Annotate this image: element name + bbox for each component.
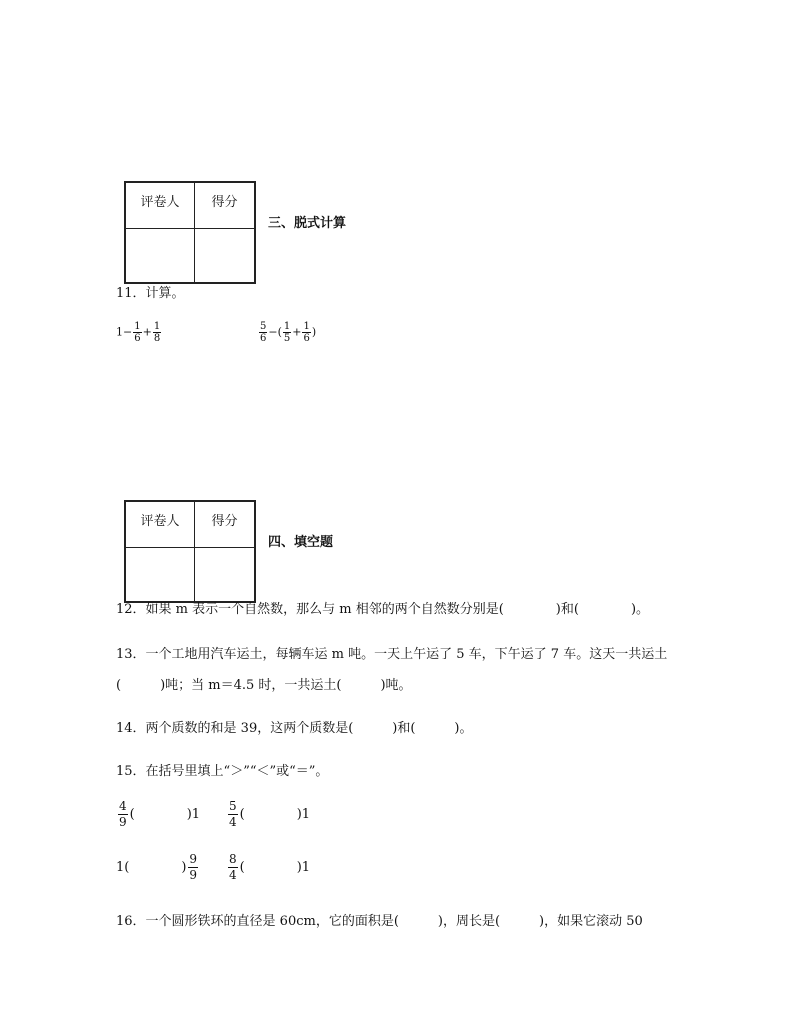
score-header: 得分 [195, 182, 256, 229]
q15-label: 15．在括号里填上“＞”“＜”或“＝”。 [116, 764, 329, 779]
blank-compare[interactable]: 1( ) [116, 860, 187, 875]
fraction: $\frac{1}{8}$ [153, 321, 161, 344]
q15-row2-item1 [116, 852, 200, 883]
fraction: $\frac{1}{6}$ [303, 321, 310, 344]
grader-table-section3 [124, 181, 256, 284]
q13-text-line1: 13．一个工地用汽车运土，每辆车运 m 吨。一天上午运了 5 车，下午运了 7 车。这天一共运土 [116, 647, 668, 662]
q12-text: 12．如果 m 表示一个自然数，那么与 m 相邻的两个自然数分别是( )和( )。 [116, 602, 650, 617]
score-header: 得分 [195, 501, 256, 548]
score-cell[interactable] [195, 548, 256, 603]
fraction: $\frac{5}{6}$ [260, 321, 267, 344]
q16-text: 16．一个圆形铁环的直径是 60cm，它的面积是( )，周长是( )，如果它滚动 50 [116, 914, 643, 929]
q11-label: 11．计算。 [116, 286, 185, 301]
expr2-mid: −( [268, 325, 282, 339]
expr1-lead: 1− [116, 325, 133, 339]
blank-compare[interactable]: ( )1 [239, 860, 311, 875]
q15-row2-item2 [226, 852, 310, 883]
fraction: $\frac{9}{9}$ [189, 852, 198, 882]
q15-row1-item2 [226, 799, 310, 830]
q15-row1-item1 [116, 799, 200, 830]
q14-text: 14．两个质数的和是 39，这两个质数是( )和( )。 [116, 721, 473, 736]
blank-compare[interactable]: ( )1 [239, 807, 311, 822]
grader-header: 评卷人 [125, 501, 195, 548]
fraction: $\frac{1}{5}$ [283, 321, 291, 344]
expr2-close: ) [311, 325, 317, 339]
fraction: $\frac{1}{6}$ [134, 321, 141, 344]
grader-table-section4 [124, 500, 256, 603]
grader-cell[interactable] [125, 548, 195, 603]
expr1-op: + [142, 325, 152, 339]
q13-text-line2: ( )吨；当 m＝4.5 时，一共运土( )吨。 [116, 678, 412, 693]
score-cell[interactable] [195, 229, 256, 284]
section4-title: 四、填空题 [268, 535, 334, 550]
expr2-op: + [292, 325, 302, 339]
fraction: $\frac{8}{4}$ [229, 852, 237, 882]
fraction: $\frac{4}{9}$ [119, 799, 127, 829]
q11-expression-2 [258, 321, 316, 344]
fraction: $\frac{5}{4}$ [229, 799, 237, 829]
section3-title: 三、脱式计算 [268, 216, 347, 231]
grader-cell[interactable] [125, 229, 195, 284]
grader-header: 评卷人 [125, 182, 195, 229]
q11-expression-1 [116, 321, 162, 344]
blank-compare[interactable]: ( )1 [129, 807, 201, 822]
